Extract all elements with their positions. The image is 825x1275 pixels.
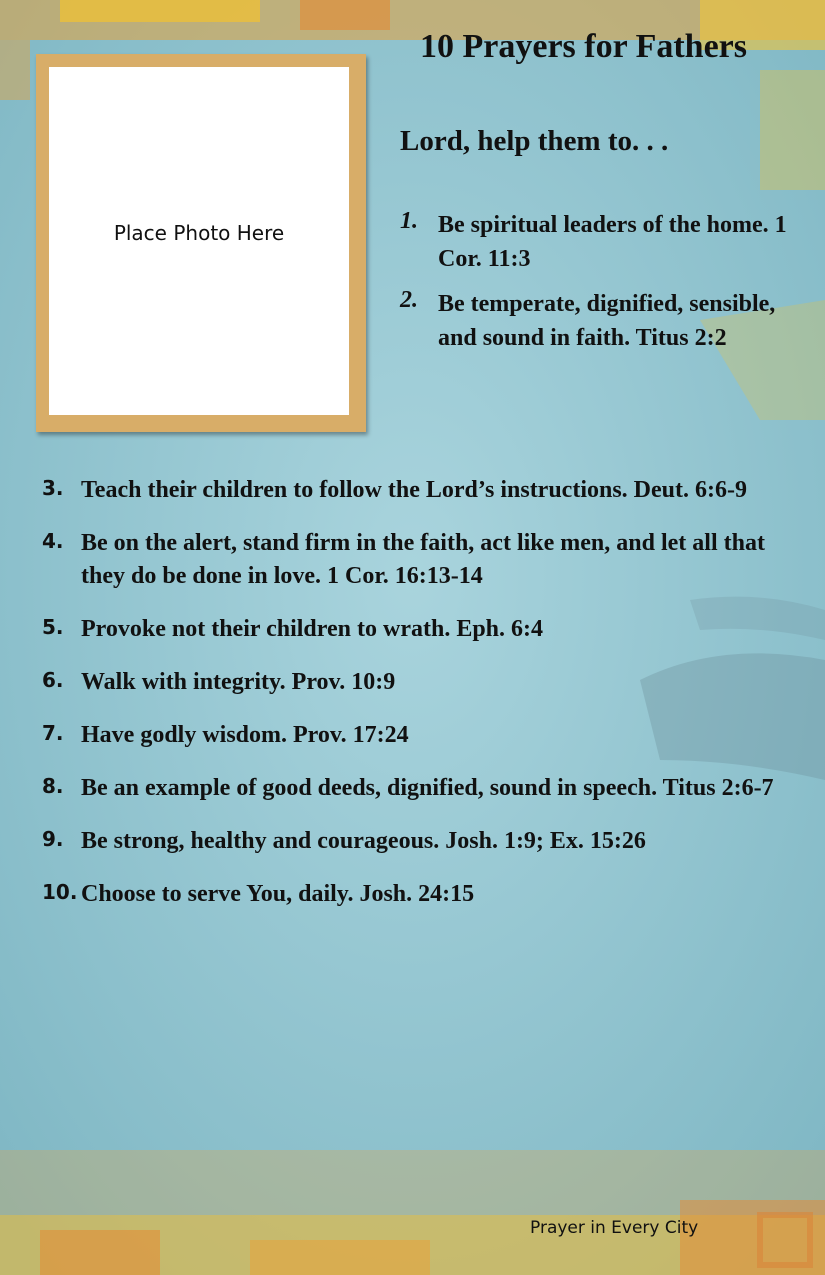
page-title: 10 Prayers for Fathers (420, 28, 747, 65)
list-item-text: Teach their children to follow the Lord’s instructions. Deut. 6:6-9 (81, 477, 747, 503)
list-item-number: 3. (42, 476, 64, 500)
list-item-number: 7. (42, 721, 64, 745)
list-item (42, 772, 802, 805)
list-item (42, 666, 802, 699)
list-item-number: 1. (400, 208, 418, 234)
list-item-number: 9. (42, 827, 64, 851)
list-item-number: 8. (42, 774, 64, 798)
list-item-text: Have godly wisdom. Prov. 17:24 (81, 722, 409, 748)
list-item-number: 5. (42, 615, 64, 639)
list-item (400, 208, 790, 276)
list-item (42, 719, 802, 752)
photo-placeholder[interactable] (49, 67, 349, 415)
list-item-text: Walk with integrity. Prov. 10:9 (81, 669, 396, 695)
prayer-list-top (400, 208, 790, 366)
list-item-text: Be temperate, dignified, sensible, and sound in faith. Titus 2:2 (438, 291, 776, 351)
list-item-text: Be spiritual leaders of the home. 1 Cor. 11:3 (438, 212, 787, 272)
footer-text: Prayer in Every City (530, 1218, 699, 1238)
photo-frame (36, 54, 366, 432)
list-item-text: Be an example of good deeds, dignified, sound in speech. Titus 2:6-7 (81, 775, 774, 801)
list-item-text: Provoke not their children to wrath. Eph. 6:4 (81, 616, 544, 642)
prayer-list-main (42, 474, 802, 931)
list-item (42, 878, 802, 911)
photo-placeholder-label: Place Photo Here (113, 221, 285, 245)
list-item (42, 613, 802, 646)
list-item-number: 10. (42, 880, 78, 904)
subtitle: Lord, help them to. . . (400, 125, 669, 157)
list-item-text: Be strong, healthy and courageous. Josh. 1:9; Ex. 15:26 (81, 828, 646, 854)
list-item-text: Choose to serve You, daily. Josh. 24:15 (81, 881, 475, 907)
list-item (42, 825, 802, 858)
list-item (42, 527, 802, 593)
list-item (400, 287, 790, 355)
list-item-number: 2. (400, 287, 418, 313)
list-item (42, 474, 802, 507)
list-item-number: 6. (42, 668, 64, 692)
list-item-text: Be on the alert, stand firm in the faith, act like men, and let all that they do be done in love. 1 Cor. 16:13-14 (81, 530, 765, 589)
list-item-number: 4. (42, 529, 64, 553)
